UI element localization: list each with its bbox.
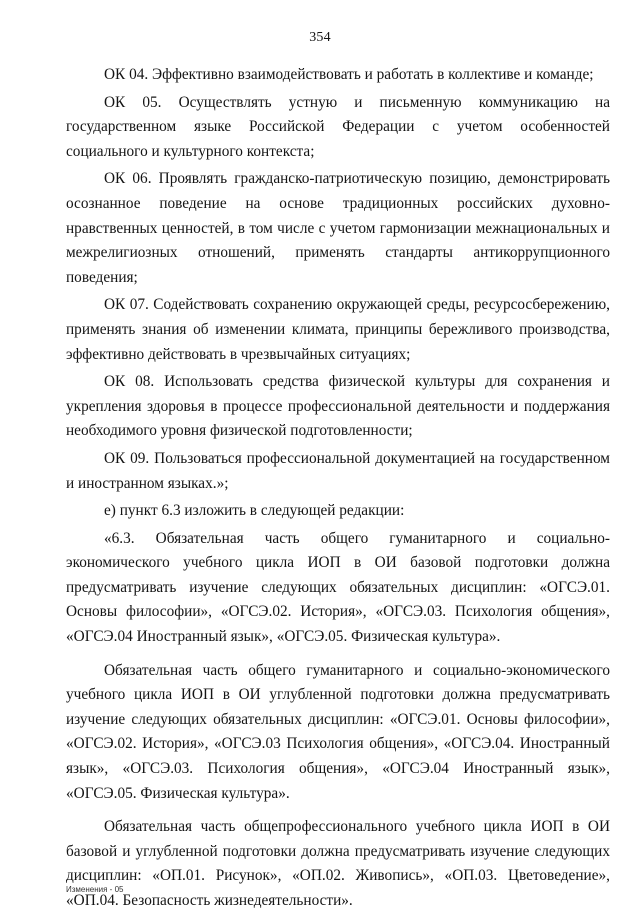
paragraph-ok05: ОК 05. Осуществлять устную и письменную коммуникацию на государственном языке Российской Федерации с учетом особенностей социального и культурного контекста; (66, 93, 610, 160)
paragraph-ok04: ОК 04. Эффективно взаимодействовать и работать в коллективе и команде; (104, 66, 594, 83)
document-body (66, 63, 610, 914)
paragraph-ok09: ОК 09. Пользоваться профессиональной документацией на государственном и иностранном языках.»; (66, 449, 610, 492)
footer-revision-note: Изменения - 05 (66, 885, 124, 894)
page-number: 354 (309, 30, 331, 45)
paragraph-6-3-basic: «6.3. Обязательная часть общего гуманитарного и социально-экономического учебного цикла ИОП в ОИ базовой подготовки должна предусматривать изучение следующих обязательных дисциплин: «ОГСЭ.01. Основы философии», «ОГСЭ.02. История», «ОГСЭ.03. Психология общения», «ОГСЭ.04 Иностранный язык», «ОГСЭ.05. Физическая культура». (66, 529, 610, 646)
paragraph-ok08: ОК 08. Использовать средства физической культуры для сохранения и укрепления здоровья в процессе профессиональной деятельности и поддержания необходимого уровня физической подготовленности; (66, 373, 610, 440)
paragraph-ok07: ОК 07. Содействовать сохранению окружающей среды, ресурсосбережению, применять знания об изменении климата, принципы бережливого производства, эффективно действовать в чрезвычайных ситуациях; (66, 296, 610, 363)
paragraph-6-3-advanced: Обязательная часть общего гуманитарного и социально-экономического учебного цикла ИОП в ОИ углубленной подготовки должна предусматривать изучение следующих обязательных дисциплин: «ОГСЭ.01. Основы философии», «ОГСЭ.02. История», «ОГСЭ.03 Психология общения», «ОГСЭ.04. Иностранный язык», «ОГСЭ.03. Психология общения», «ОГСЭ.04 Иностранный язык», «ОГСЭ.05. Физическая культура». (66, 661, 610, 802)
paragraph-item-e: е) пункт 6.3 изложить в следующей редакции: (104, 502, 405, 520)
paragraph-6-3-general-professional: Обязательная часть общепрофессионального учебного цикла ИОП в ОИ базовой и углубленной подготовки должна предусматривать изучение следующих дисциплин: «ОП.01. Рисунок», «ОП.02. Живопись», «ОП.03. Цветоведение», «ОП.04. Безопасность жизнедеятельности». (66, 818, 610, 909)
paragraph-ok06: ОК 06. Проявлять гражданско-патриотическую позицию, демонстрировать осознанное поведение на основе традиционных российских духовно-нравственных ценностей, в том числе с учетом гармонизации межнациональных и межрелигиозных отношений, применять стандарты антикоррупционного поведения; (66, 170, 610, 286)
